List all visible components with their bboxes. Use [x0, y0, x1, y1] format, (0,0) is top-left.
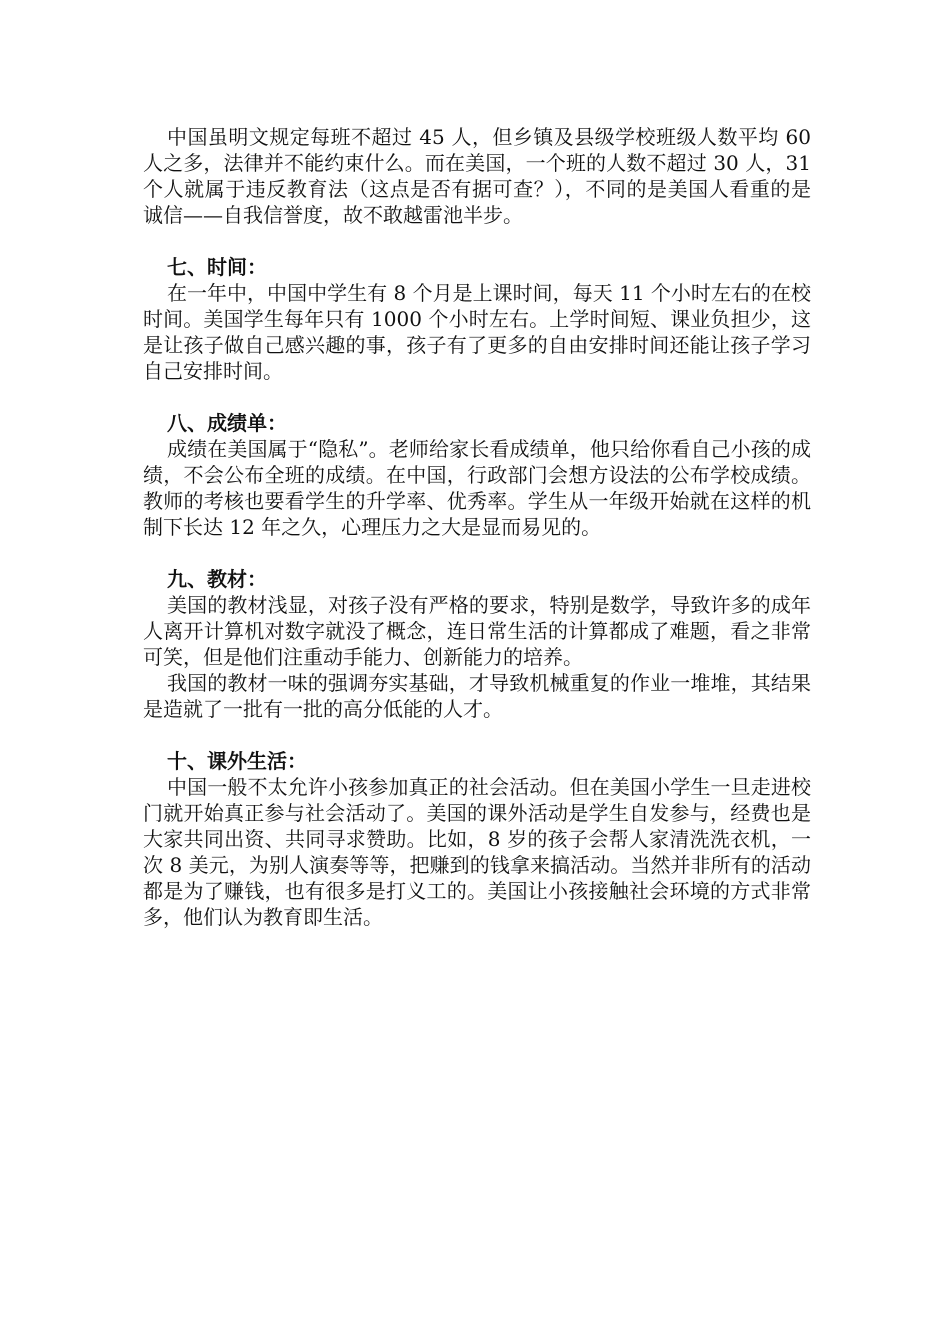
- section-extracurricular-paragraph: 中国一般不太允许小孩参加真正的社会活动。但在美国小学生一旦走进校门就开始真正参与社会活动了。美国的课外活动是学生自发参与，经费也是大家共同出资、共同寻求赞助。比如，8 岁的孩子会帮人家清洗洗衣机，一次 8 美元，为别人演奏等等，把赚到的钱拿来搞活动。当然并非所有的活动都是为了赚钱，也有很多是打义工的。美国让小孩接触社会环境的方式非常多，他们认为教育即生活。: [143, 775, 811, 929]
- document-page: [143, 124, 811, 930]
- section-textbooks-paragraph-2: 我国的教材一味的强调夯实基础，才导致机械重复的作业一堆堆，其结果是造就了一批有一批的高分低能的人才。: [143, 671, 811, 721]
- section-textbooks: [143, 566, 811, 722]
- section-time: [143, 254, 811, 384]
- section-report-card: [143, 410, 811, 540]
- section-extracurricular: [143, 748, 811, 930]
- section-gap: [143, 540, 811, 566]
- section-gap: [143, 722, 811, 748]
- section-heading-textbooks: 九、教材：: [167, 567, 267, 591]
- intro-paragraph: 中国虽明文规定每班不超过 45 人，但乡镇及县级学校班级人数平均 60 人之多，法律并不能约束什么。而在美国，一个班的人数不超过 30 人，31 个人就属于违反教育法（这点是否有据可查？），不同的是美国人看重的是诚信——自我信誉度，故不敢越雷池半步。: [143, 125, 811, 227]
- section-gap: [143, 384, 811, 410]
- section-time-paragraph: 在一年中，中国中学生有 8 个月是上课时间，每天 11 个小时左右的在校时间。美国学生每年只有 1000 个小时左右。上学时间短、课业负担少，这是让孩子做自己感兴趣的事，孩子有了更多的自由安排时间还能让孩子学习自己安排时间。: [143, 281, 811, 383]
- section-heading-report-card: 八、成绩单：: [167, 411, 287, 435]
- section-heading-time: 七、时间：: [167, 255, 267, 279]
- section-gap: [143, 228, 811, 254]
- section-report-card-paragraph: 成绩在美国属于“隐私”。老师给家长看成绩单，他只给你看自己小孩的成绩，不会公布全班的成绩。在中国，行政部门会想方设法的公布学校成绩。教师的考核也要看学生的升学率、优秀率。学生从一年级开始就在这样的机制下长达 12 年之久，心理压力之大是显而易见的。: [143, 437, 811, 539]
- section-textbooks-paragraph-1: 美国的教材浅显，对孩子没有严格的要求，特别是数学，导致许多的成年人离开计算机对数字就没了概念，连日常生活的计算都成了难题，看之非常可笑，但是他们注重动手能力、创新能力的培养。: [143, 593, 811, 669]
- section-heading-extracurricular: 十、课外生活：: [167, 749, 307, 773]
